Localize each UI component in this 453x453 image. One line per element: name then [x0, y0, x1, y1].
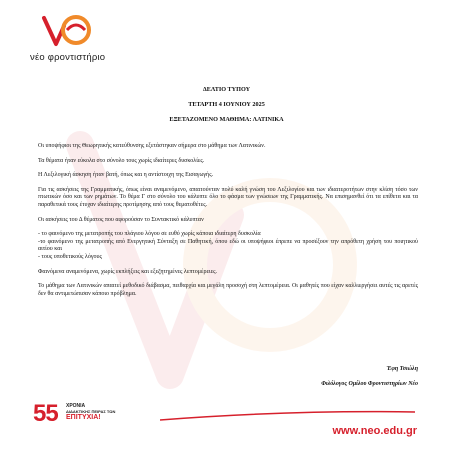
document-date: ΤΕΤΑΡΤΗ 4 ΙΟΥΝΙΟΥ 2025	[188, 101, 265, 108]
logo-mark-icon	[40, 10, 92, 50]
bullet-item: -το φαινόμενο της μετατροπής από Ενεργητική Σύνταξη σε Παθητική, όπου εδώ οι υποψήφιοι έπρεπε να προσέξουν την απρόθετη χρήση του ποιητικού αιτίου και	[38, 238, 418, 253]
logo-text: νέο φροντιστήριο	[30, 52, 106, 63]
website-link[interactable]: www.neo.edu.gr	[332, 425, 417, 437]
document-title: ΔΕΛΤΙΟ ΤΥΠΟΥ	[202, 86, 251, 93]
paragraph-phenomena: Φαινόμενα αναμενόμενα, χωρίς εκπλήξεις και εξεζητημένες λεπτομέρειες.	[38, 268, 218, 275]
bullet-item: - τους υποθετικούς λόγους	[38, 253, 102, 260]
paragraph-difficulty: Τα θέματα ήταν εύκολα στο σύνολο τους χωρίς ιδιαίτερες δυσκολίες.	[38, 157, 205, 164]
paragraph-intro: Οι υποψήφιοι της Θεωρητικής κατεύθυνσης εξετάστηκαν σήμερα στο μάθημα των Λατινικών.	[38, 143, 266, 149]
footer-swoosh-icon	[160, 408, 415, 422]
document-subject: ΕΞΕΤΑΖΟΜΕΝΟ ΜΑΘΗΜΑ: ΛΑΤΙΝΙΚΑ	[169, 116, 284, 123]
signature-role: Φιλόλογος Ομίλου Φροντιστηρίων Νέο	[321, 381, 418, 387]
badge-number: 55	[33, 400, 58, 427]
paragraph-syntax-intro: Οι ασκήσεις του Δ θέματος που αφορούσαν το Συντακτικό κάλυπταν	[38, 216, 204, 223]
paragraph-vocabulary: Η Λεξιλογική άσκηση ήταν βατή, όπως και η αντίστοιχη της Εισαγωγής.	[38, 172, 214, 179]
document-body	[38, 143, 418, 305]
paragraph-grammar: Για τις ασκήσεις της Γραμματικής, όπως είναι αναμενόμενο, απαιτούνταν πολύ καλή γνώση του Λεξιλογίου και των ιδιαιτεροτήτων στην κλίση τόσο των πτωτικών όσο και των ρημάτων. Το θέμα Γ στο σύνολο του κάλυπτε όλο το φάσμα των γνώσεων της Γραμματικής. Να επισημανθεί ότι τα επίθετα και τα παραθετικά τους έτυχαν ιδιαίτερης προτίμησης από τους θεματοθέτες.	[38, 186, 418, 208]
badge-line-success: ΕΠΙΤΥΧΙΑ!	[66, 414, 101, 421]
brand-logo	[14, 10, 124, 63]
anniversary-badge	[33, 400, 143, 430]
badge-text	[66, 404, 115, 422]
bullet-item: - το φαινόμενο της μετατροπής του πλάγιου λόγου σε ευθύ χωρίς κάποια ιδιαίτερη δυσκολία	[38, 231, 261, 238]
badge-line-years: ΧΡΟΝΙΑ	[66, 403, 86, 409]
signature-name: Έφη Τσιώλη	[386, 366, 418, 372]
badge-line-experience: ΔΙΔΑΚΤΙΚΗΣ ΠΕΙΡΑΣ ΤΩΝ	[66, 408, 116, 414]
paragraph-conclusion: Το μάθημα των Λατινικών απαιτεί μεθοδικό διάβασμα, πειθαρχία και μεγάλη προσοχή στη λεπτομέρεια. Οι μαθητές που είχαν καλλιεργήσει αυτές τις αρετές δεν θα αντιμετώπισαν κάποιο πρόβλημα.	[38, 283, 418, 297]
